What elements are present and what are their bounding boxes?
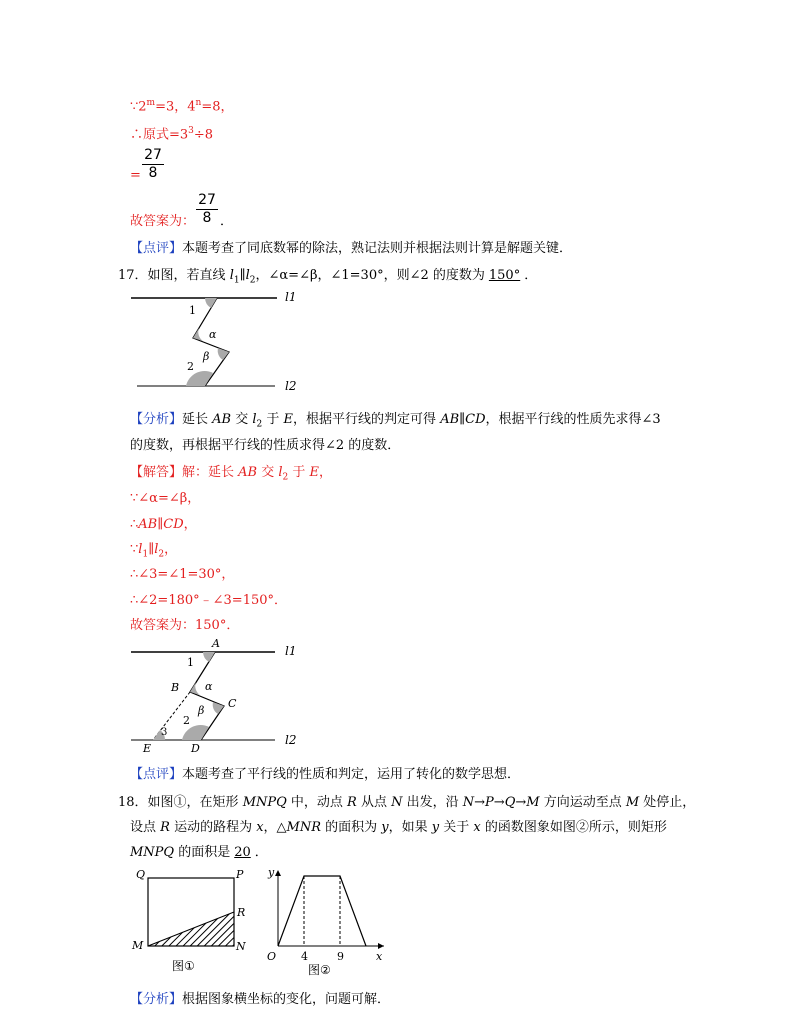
sol16-review <box>130 241 572 257</box>
graph-tick-9: 9 <box>337 950 344 963</box>
q17-solution-5: ∴∠3=∠1=30°， <box>130 567 235 582</box>
fig2-angle-1: 1 <box>187 656 194 669</box>
graph-axis-x: x <box>376 950 383 963</box>
sol16-given: $\because 2^m=3$，$4^n=8$， <box>130 98 234 115</box>
rect-point-M: M <box>132 939 144 952</box>
rect-point-P: P <box>236 868 244 881</box>
q18-stem-3: MNPQ 的面积是 20 ． <box>130 845 268 860</box>
graph-axis-y: y <box>268 866 275 879</box>
fig1-angle-2: 2 <box>187 360 194 373</box>
fig1-l2: l2 <box>285 379 297 393</box>
q17-solution-2: ∵∠α=∠β， <box>130 491 201 506</box>
q18-stem-2: 设点 R 运动的路程为 x，△MNR 的面积为 y，如果 y 关于 x 的函数图象如图②所示，则矩形 <box>130 820 667 835</box>
frac2-numerator: 27 <box>198 192 216 208</box>
fig2-alpha: α <box>205 680 213 693</box>
fig2-point-A: A <box>212 637 220 650</box>
review-tag: 【点评】 <box>130 241 183 256</box>
fig2-angle-2: 2 <box>183 714 190 727</box>
fig1-beta: β <box>203 350 210 363</box>
q17-figure-1 <box>125 282 315 397</box>
fig2-point-C: C <box>228 697 237 710</box>
frac1-numerator: 27 <box>144 147 162 163</box>
q17-answer: 150° <box>488 268 521 283</box>
sol16-answer-end: ． <box>220 214 234 229</box>
sol16-answer-label: 故答案为： <box>130 214 196 229</box>
figure-1-caption: 图① <box>172 959 195 973</box>
fig1-alpha: α <box>209 328 217 341</box>
sol16-expression: ∴原式$=3^3\div 8$ <box>130 126 214 143</box>
q18-figure-graph <box>262 864 392 979</box>
q17-stem: 17．如图，若直线 $l_1\parallel l_2$，∠α=∠β，∠1=30°，则∠2 的度数为 150° ． <box>118 268 538 286</box>
fig2-point-B: B <box>171 681 180 694</box>
frac1-denominator: 8 <box>148 165 158 181</box>
fig2-angle-3: 3 <box>161 727 168 738</box>
q17-analysis-1: 【分析】延长 AB 交 $l_2$ 于 E，根据平行线的判定可得 AB∥CD，根据平行线的性质先求得∠3 <box>130 412 661 430</box>
fig2-l2: l2 <box>285 733 297 747</box>
q17-solution-7: 故答案为：150°． <box>130 618 240 633</box>
review-text: 本题考查了同底数幂的除法，熟记法则并根据法则计算是解题关键． <box>182 241 573 256</box>
q17-analysis-2: 的度数，再根据平行线的性质求得∠2 的度数． <box>130 438 401 453</box>
figure-2-caption: 图② <box>308 963 331 977</box>
frac2-denominator: 8 <box>202 210 212 226</box>
sol16-fraction-2 <box>196 193 218 226</box>
q17-solution-6: ∴∠2=180°﹣∠3=150°． <box>130 593 288 608</box>
sol16-fraction-1 <box>142 148 164 181</box>
q18-analysis: 【分析】根据图象横坐标的变化，问题可解． <box>130 992 391 1007</box>
graph-tick-4: 4 <box>301 950 308 963</box>
rect-point-N: N <box>236 940 246 953</box>
q18-answer: 20 <box>234 845 251 860</box>
q17-solution-4: $\because l_1\parallel l_2$， <box>130 542 178 560</box>
rect-point-R: R <box>237 906 246 919</box>
q18-figure-rectangle <box>130 864 250 979</box>
q17-solution-1: 【解答】解：延长 AB 交 $l_2$ 于 E， <box>130 465 333 483</box>
fig2-point-E: E <box>143 742 152 754</box>
q17-figure-2 <box>125 636 315 754</box>
fig1-angle-1: 1 <box>189 304 196 317</box>
q17-solution-3: ∴AB∥CD， <box>130 517 197 532</box>
q17-review: 【点评】本题考查了平行线的性质和判定，运用了转化的数学思想． <box>130 767 521 782</box>
fig2-point-D: D <box>191 742 200 754</box>
rect-point-Q: Q <box>136 868 146 881</box>
sol16-equals: = <box>130 168 141 183</box>
fig1-l1: l1 <box>285 290 297 304</box>
graph-origin: O <box>267 950 277 963</box>
fig2-l1: l1 <box>285 644 297 658</box>
fig2-beta: β <box>198 704 205 717</box>
q18-stem-1: 18．如图①，在矩形 MNPQ 中，动点 R 从点 N 出发，沿 N→P→Q→M 方向运动至点 M 处停止， <box>118 795 696 810</box>
